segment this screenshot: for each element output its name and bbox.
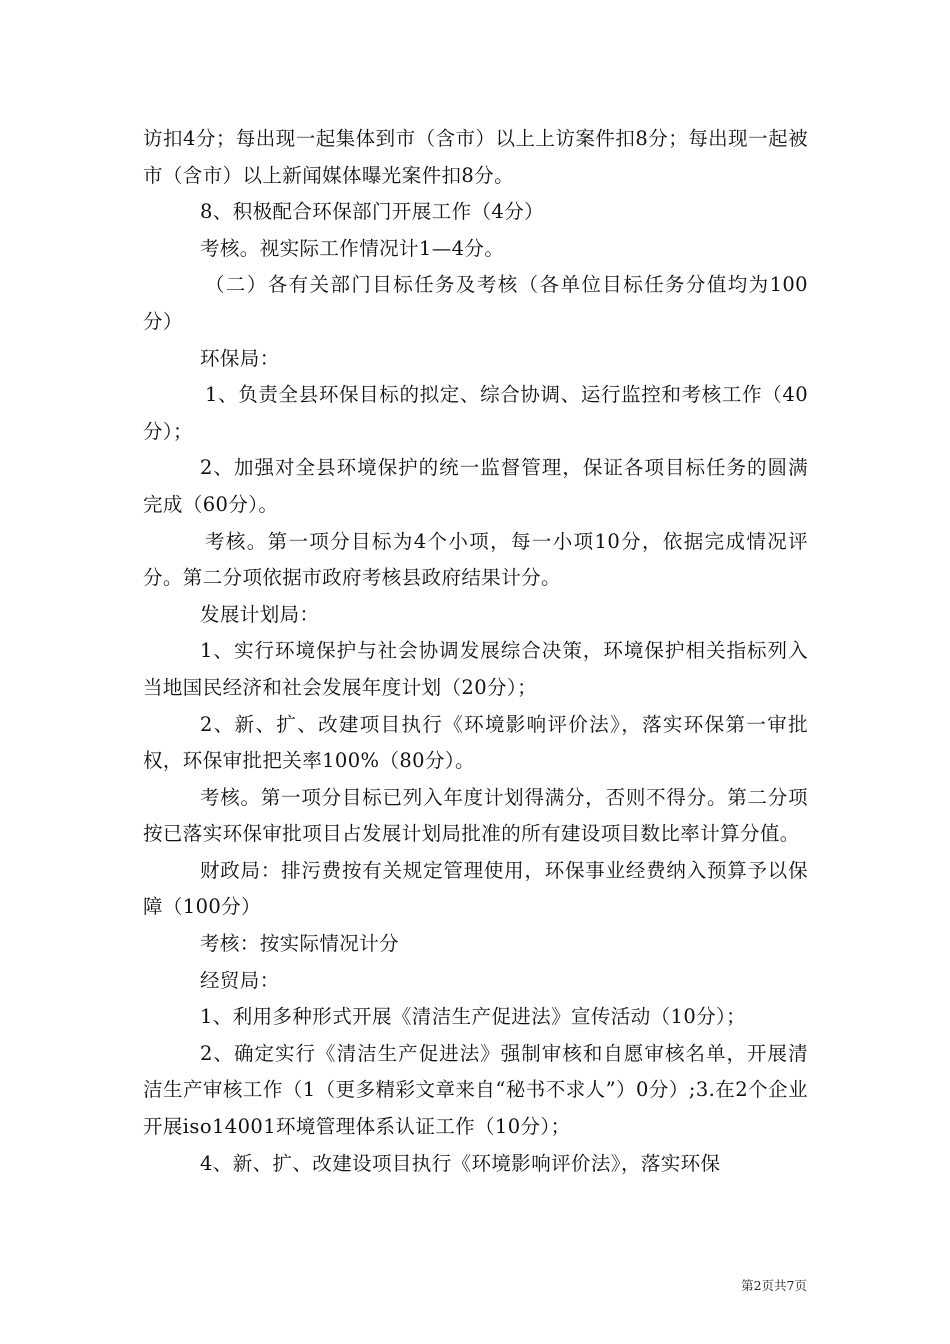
paragraph-continuation: 访扣4分；每出现一起集体到市（含市）以上上访案件扣8分；每出现一起被市（含市）以上新闻媒体曝光案件扣8分。 bbox=[143, 127, 808, 187]
paragraph-item: 4、新、扩、改建设项目执行《环境影响评价法》，落实环保 bbox=[200, 1151, 721, 1175]
department-heading: 发展计划局： bbox=[200, 602, 320, 626]
department-heading: 经贸局： bbox=[200, 968, 280, 992]
paragraph-item: 2、新、扩、改建项目执行《环境影响评价法》，落实环保第一审批权，环保审批把关率100%（80分）。 bbox=[143, 712, 808, 773]
paragraph-item: 1、利用多种形式开展《清洁生产促进法》宣传活动（10分）； bbox=[200, 1005, 747, 1029]
page-number-footer: 第2页共7页 bbox=[741, 1278, 807, 1293]
paragraph-item: 2、确定实行《清洁生产促进法》强制审核和自愿审核名单，开展清洁生产审核工作（1（更多精彩文章来自“秘书不求人”）0分）;3.在2个企业开展iso14001环境管理体系认证工作（10分）； bbox=[143, 1041, 808, 1139]
paragraph-assessment: 考核。视实际工作情况计1—4分。 bbox=[200, 236, 505, 260]
paragraph-item: 1、负责全县环保目标的拟定、综合协调、运行监控和考核工作（40分）； bbox=[143, 383, 808, 443]
paragraph-item-8: 8、积极配合环保部门开展工作（4分） bbox=[200, 200, 545, 224]
paragraph-assessment: 考核。第一项分目标已列入年度计划得满分，否则不得分。第二分项按已落实环保审批项目占发展计划局批准的所有建设项目数比率计算分值。 bbox=[143, 785, 808, 846]
paragraph-item: 1、实行环境保护与社会协调发展综合决策，环境保护相关指标列入当地国民经济和社会发展年度计划（20分）； bbox=[143, 639, 808, 699]
section-heading: （二）各有关部门目标任务及考核（各单位目标任务分值均为100分） bbox=[143, 273, 808, 333]
department-heading: 环保局： bbox=[200, 346, 280, 370]
paragraph-item: 2、加强对全县环境保护的统一监督管理，保证各项目标任务的圆满完成（60分）。 bbox=[143, 456, 808, 516]
paragraph-assessment: 考核：按实际情况计分 bbox=[200, 932, 400, 956]
paragraph-item: 财政局：排污费按有关规定管理使用，环保事业经费纳入预算予以保障（100分） bbox=[143, 858, 808, 919]
document-body bbox=[143, 121, 808, 1182]
paragraph-assessment: 考核。第一项分目标为4个小项，每一小项10分，依据完成情况评分。第二分项依据市政府考核县政府结果计分。 bbox=[143, 529, 808, 590]
